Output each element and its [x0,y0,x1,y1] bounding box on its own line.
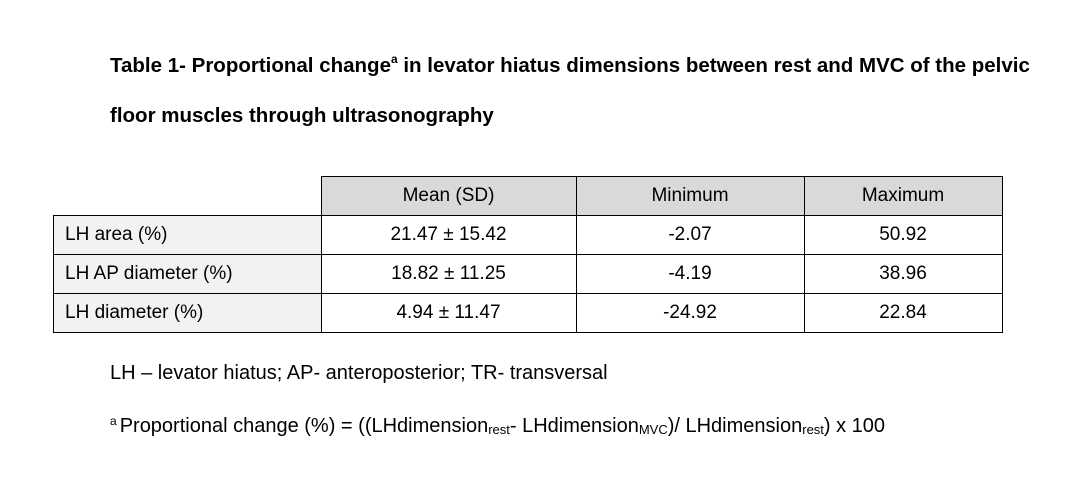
cell-mean-sd: 21.47 ± 15.42 [321,216,576,255]
table-corner-cell [54,177,322,216]
formula-sub-rest2: rest [802,422,824,437]
cell-minimum: -4.19 [576,255,804,294]
title-text-part1: Table 1- Proportional change [110,54,391,77]
footnote-marker: a [110,414,117,428]
row-label-lh-diameter: LH diameter (%) [54,294,322,333]
row-label-lh-area: LH area (%) [54,216,322,255]
formula-sub-mvc: MVC [638,422,668,437]
column-header-minimum: Minimum [576,177,804,216]
cell-mean-sd: 18.82 ± 11.25 [321,255,576,294]
table-row [54,294,1003,333]
cell-minimum: -24.92 [576,294,804,333]
footnote-formula [110,415,885,438]
column-header-mean-sd: Mean (SD) [321,177,576,216]
table-row [54,216,1003,255]
formula-sub-rest: rest [488,422,510,437]
title-text-part2: in levator hiatus dimensions between rest and MVC of the pelvic floor muscles through ultrasonography [110,54,1030,127]
table-header-row [54,177,1003,216]
cell-minimum: -2.07 [576,216,804,255]
formula-part4: ) x 100 [823,415,886,437]
cell-maximum: 38.96 [804,255,1002,294]
table-title [110,41,1030,141]
cell-maximum: 50.92 [804,216,1002,255]
title-superscript: a [390,52,398,66]
column-header-maximum: Maximum [804,177,1002,216]
results-table [53,176,1003,333]
cell-maximum: 22.84 [804,294,1002,333]
table-row [54,255,1003,294]
formula-part2: - LHdimension [509,415,639,437]
formula-part1: Proportional change (%) = ((LHdimension [119,415,489,437]
cell-mean-sd: 4.94 ± 11.47 [321,294,576,333]
row-label-lh-ap-diameter: LH AP diameter (%) [54,255,322,294]
footnote-abbreviations: LH – levator hiatus; AP- anteroposterior; TR- transversal [110,362,608,384]
formula-part3: )/ LHdimension [667,415,803,437]
